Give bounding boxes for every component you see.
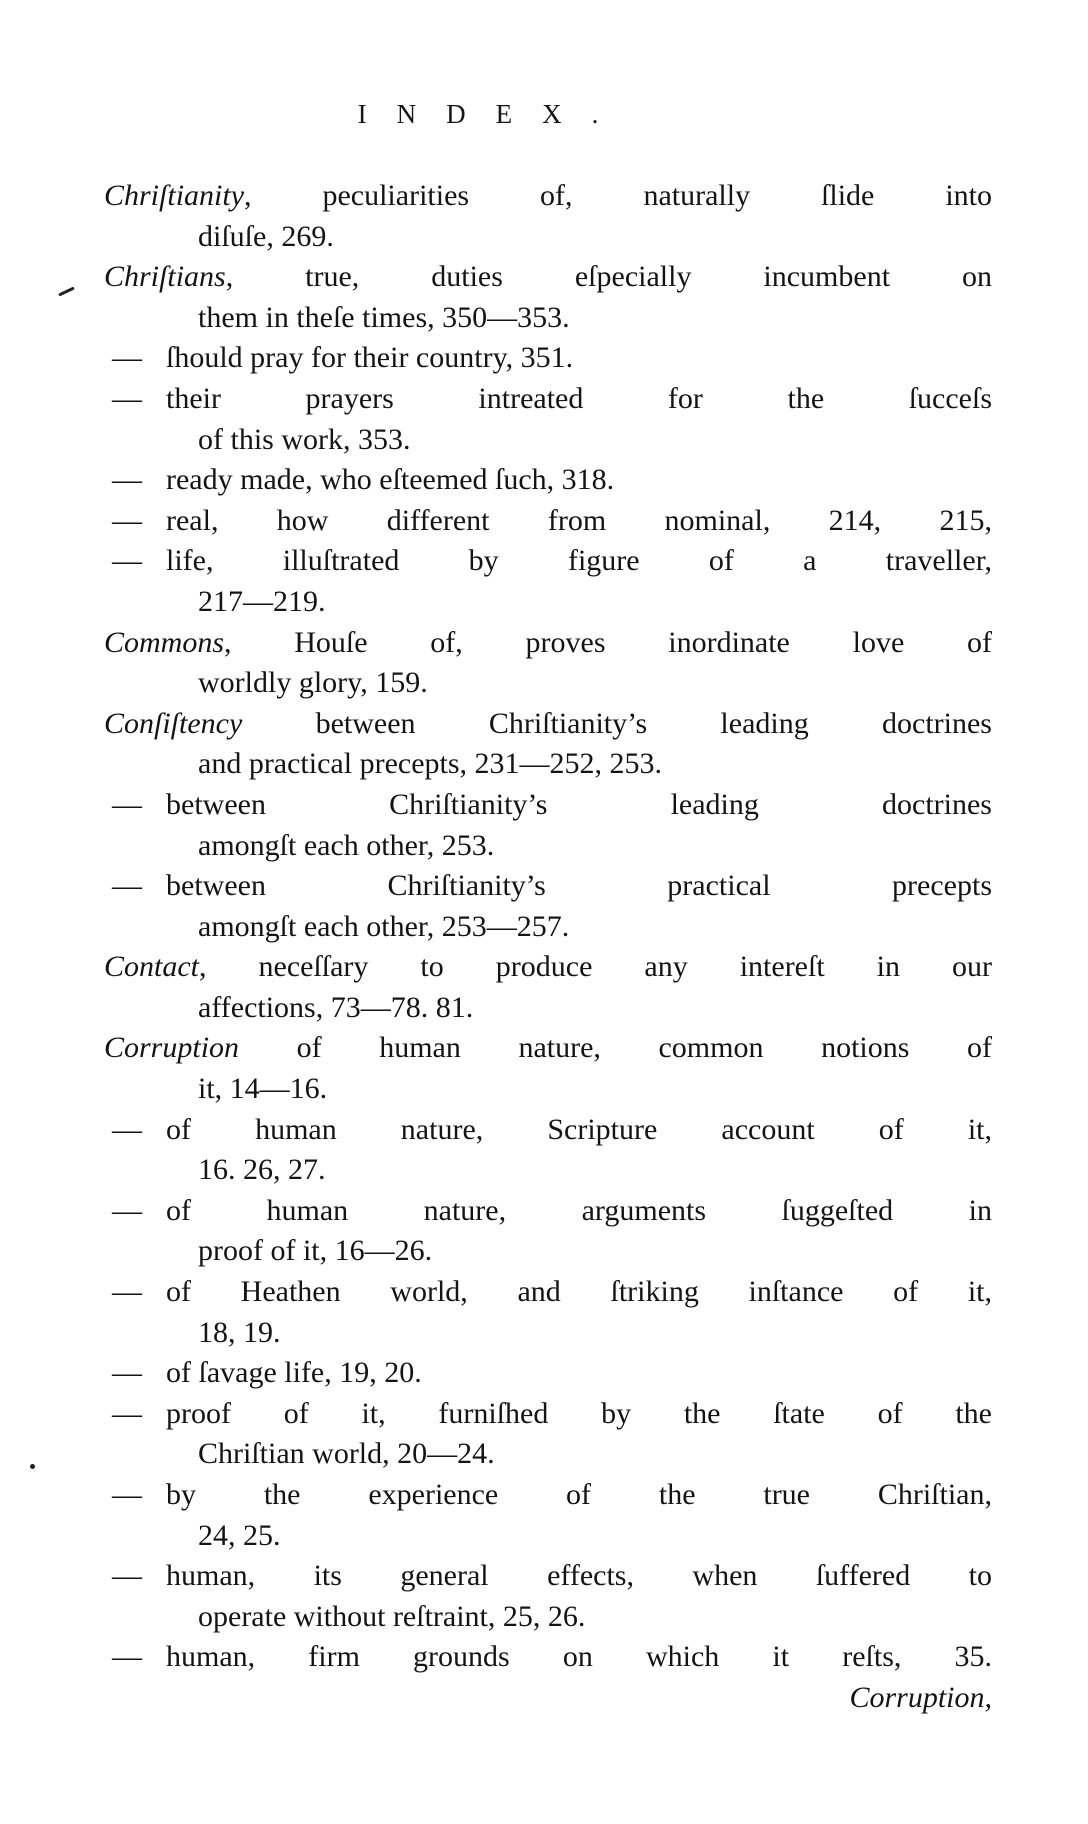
entry-continuation-line: 24, 25. — [198, 1518, 281, 1552]
index-subentry-line: — ſhould pray for their country, 351. — [104, 338, 992, 379]
entry-continuation-line: diſuſe, 269. — [198, 219, 334, 253]
repeat-dash: — — [112, 341, 142, 375]
ink-speck — [30, 1464, 35, 1469]
index-entry-line: Chriſtianity, peculiarities of, naturally ſlide into — [104, 179, 992, 212]
entry-continuation-line: it, 14—16. — [198, 1072, 328, 1106]
repeat-dash: — — [112, 1112, 142, 1146]
index-subentry-line: — life, illuſtrated by figure of a traveller, — [104, 541, 992, 582]
repeat-dash: — — [112, 869, 142, 903]
index-subentry-line: — by the experience of the true Chriſtian, — [104, 1475, 992, 1516]
index-subentry-line: — ready made, who eſteemed ſuch, 318. — [104, 460, 992, 501]
index-subentry-line: — human, its general effects, when ſuffered to — [104, 1556, 992, 1597]
index-subentry-line: — between Chriſtianity’s practical precepts — [104, 866, 992, 907]
repeat-dash: — — [112, 463, 142, 497]
repeat-dash: — — [112, 503, 142, 537]
entry-headword: Chriſtianity — [104, 179, 245, 212]
entry-continuation-line: amongſt each other, 253—257. — [198, 909, 570, 943]
repeat-dash: — — [112, 1396, 142, 1430]
entry-headword: Chriſtians — [104, 260, 226, 294]
index-entry-line: Corruption of human nature, common notions of — [104, 1031, 992, 1065]
index-entry-line: Commons, Houſe of, proves inordinate love of — [104, 625, 992, 659]
index-subentry-line: — proof of it, furniſhed by the ſtate of the — [104, 1394, 992, 1435]
repeat-dash: — — [112, 544, 142, 578]
index-subentry-line: — of ſavage life, 19, 20. — [104, 1353, 992, 1394]
repeat-dash: — — [112, 787, 142, 821]
repeat-dash: — — [112, 1193, 142, 1227]
index-subentry-line: — of human nature, arguments ſuggeſted in — [104, 1191, 992, 1232]
repeat-dash: — — [112, 1275, 142, 1309]
entry-headword: Contact — [104, 950, 199, 984]
entry-continuation-line: them in theſe times, 350—353. — [198, 300, 570, 334]
entry-continuation-line: and practical precepts, 231—252, 253. — [198, 747, 663, 781]
entry-continuation-line: amongſt each other, 253. — [198, 828, 495, 862]
index-subentry-line: — between Chriſtianity’s leading doctrines — [104, 785, 992, 826]
repeat-dash: — — [112, 1356, 142, 1390]
entry-continuation-line: of this work, 353. — [198, 422, 411, 456]
repeat-dash: — — [112, 1559, 142, 1593]
catchword: Corruption, — [849, 1680, 992, 1714]
index-subentry-line: — of Heathen world, and ſtriking inſtance of it, — [104, 1272, 992, 1313]
repeat-dash: — — [112, 1478, 142, 1511]
entry-headword: Conſiſtency — [104, 706, 243, 740]
entry-continuation-line: 16. 26, 27. — [198, 1153, 326, 1187]
entry-continuation-line: 18, 19. — [198, 1315, 281, 1349]
index-subentry-line: — real, how different from nominal, 214, 215, — [104, 501, 992, 542]
ink-speck — [58, 287, 75, 297]
page-title: INDEX. — [357, 99, 629, 129]
index-subentry-line: — of human nature, Scripture account of it, — [104, 1110, 992, 1151]
entry-continuation-line: operate without reſtraint, 25, 26. — [198, 1599, 586, 1633]
index-entry-line: Contact, neceſſary to produce any intereſt in our — [104, 950, 992, 984]
entry-continuation-line: worldly glory, 159. — [198, 666, 428, 700]
entry-continuation-line: Chriſtian world, 20—24. — [198, 1437, 495, 1471]
entry-headword: Commons — [104, 625, 225, 659]
entry-continuation-line: 217—219. — [198, 584, 326, 618]
entry-continuation-line: proof of it, 16—26. — [198, 1234, 433, 1268]
entry-continuation-line: affections, 73—78. 81. — [198, 990, 474, 1024]
index-subentry-line: — their prayers intreated for the ſucceſs — [104, 379, 992, 420]
index-entry-line: Conſiſtency between Chriſtianity’s leading doctrines — [104, 706, 992, 740]
repeat-dash: — — [112, 1640, 142, 1674]
entry-headword: Corruption — [104, 1031, 240, 1065]
index-entry-line: Chriſtians, true, duties eſpecially incumbent on — [104, 260, 992, 294]
repeat-dash: — — [112, 381, 142, 415]
index-subentry-line: — human, firm grounds on which it reſts, 35. — [104, 1637, 992, 1678]
index-entries — [104, 176, 992, 1678]
